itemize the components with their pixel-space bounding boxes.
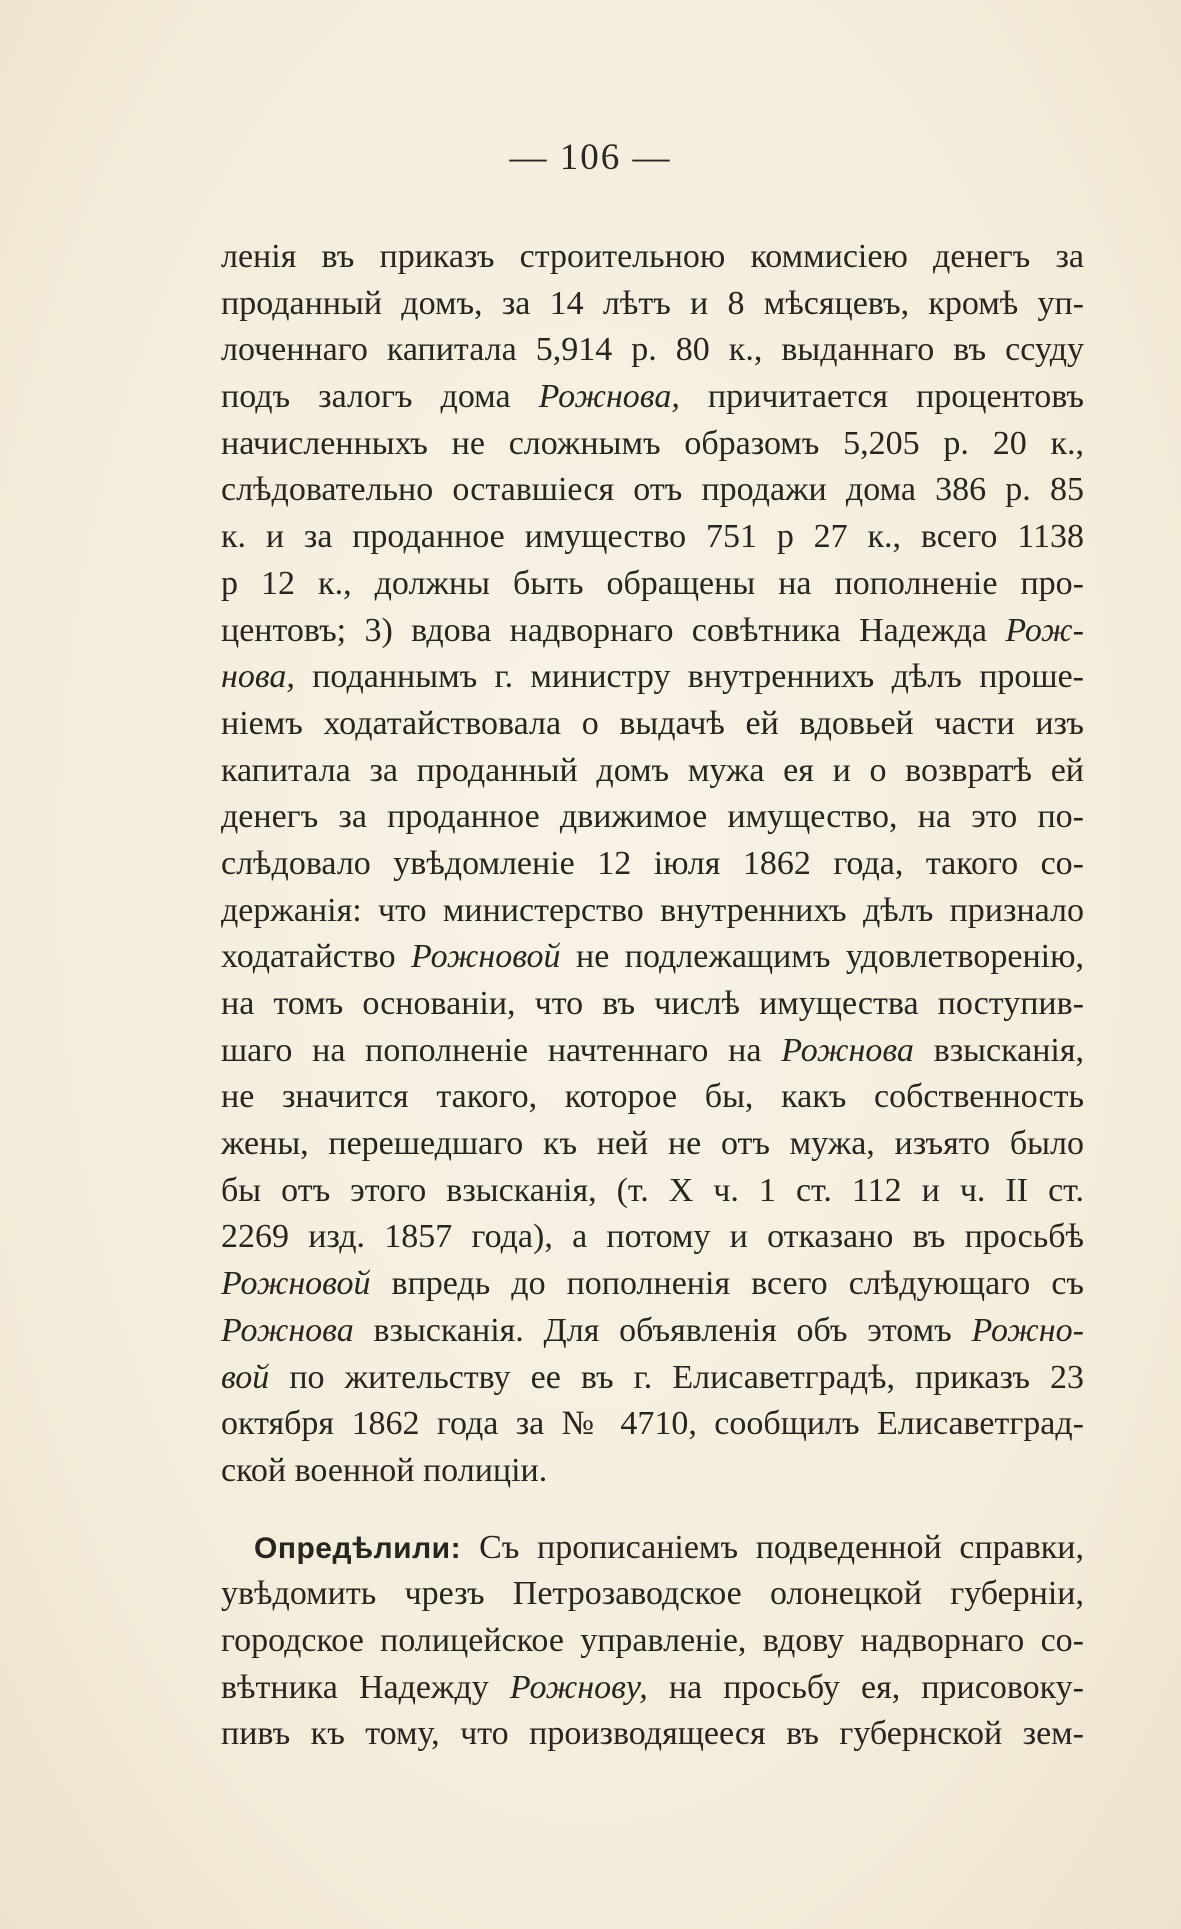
text-segment: начисленныхъ не сложнымъ образомъ 5,205 р. 20 к., (221, 424, 1084, 462)
text-line (221, 1308, 1084, 1355)
text-segment: подъ залогъ дома (221, 378, 539, 416)
text-segment: взысканія, (913, 1031, 1084, 1069)
text-segment: на томъ основаніи, что въ числѣ имущества поступив- (221, 985, 1084, 1022)
italic-name: Рожновой (221, 1265, 371, 1303)
text-segment: к. и за проданное имущество 751 р 27 к., всего 1138 (221, 518, 1084, 556)
text-segment: Съ прописаніемъ подведенной справки, (479, 1528, 1084, 1566)
italic-name: Рожновой (411, 938, 561, 976)
text-segment: бы отъ этого взысканія, (т. X ч. 1 ст. 112 и ч. II ст. (221, 1171, 1084, 1209)
page-number: — 106 — (509, 137, 672, 178)
text-segment: денегъ за проданное движимое имущество, на это по- (221, 798, 1084, 836)
text-line (221, 1448, 1084, 1495)
text-line (221, 1525, 1084, 1572)
text-segment: поданнымъ г. министру внутреннихъ дѣлъ проше- (294, 658, 1084, 696)
text-segment: вѣтника Надежду (221, 1668, 510, 1706)
text-line (221, 374, 1084, 421)
text-segment: центовъ; 3) вдова надворнаго совѣтника Надежда (221, 611, 1006, 649)
text-segment: ніемъ ходатайствовала о выдачѣ ей вдовьей части изъ (221, 704, 1084, 742)
text-line (221, 1028, 1084, 1075)
italic-name: Рожнова (781, 1031, 914, 1069)
text-segment: слѣдовательно оставшіеся отъ продажи дома 386 р. 85 (221, 471, 1084, 509)
italic-name: Рожнова, (538, 378, 680, 416)
italic-name: вой (221, 1358, 270, 1396)
text-segment: ской военной полиціи. (221, 1451, 548, 1489)
italic-name: Рожнову, (509, 1668, 648, 1706)
text-segment: октября 1862 года за № 4710, сообщилъ Елисаветград- (221, 1405, 1084, 1443)
text-segment: не подлежащимъ удовлетворенію, (560, 938, 1084, 976)
text-segment: ходатайство (221, 938, 412, 976)
text-line (221, 1618, 1084, 1665)
paragraph-2 (221, 1525, 1084, 1758)
text-line (221, 467, 1084, 514)
text-line (221, 1074, 1084, 1121)
text-line (221, 841, 1084, 888)
paragraph-1 (221, 234, 1084, 1495)
italic-name: Рож- (1005, 611, 1084, 649)
text-segment: не значится такого, которое бы, какъ собственность (221, 1078, 1084, 1116)
text-line (221, 234, 1084, 281)
text-segment: взысканія. Для объявленія объ этомъ (353, 1311, 972, 1349)
body-text (221, 234, 1084, 1758)
text-line (221, 421, 1084, 468)
text-segment: ленія въ приказъ строительною коммисіею денегъ за (221, 238, 1084, 275)
italic-name: Рожно- (971, 1311, 1084, 1349)
text-line (221, 1355, 1084, 1402)
italic-name: Рожнова (221, 1311, 354, 1349)
text-line (221, 1121, 1084, 1168)
text-line (221, 981, 1084, 1028)
text-line (221, 1711, 1084, 1758)
text-segment: пивъ къ тому, что производящееся въ губернской зем- (221, 1715, 1084, 1753)
text-segment: р 12 к., должны быть обращены на пополненіе про- (221, 564, 1084, 602)
text-line (221, 561, 1084, 608)
paragraph-gap (221, 1495, 1084, 1525)
text-line (221, 888, 1084, 935)
text-line (221, 1665, 1084, 1712)
text-segment: по жительству ее въ г. Елисаветградѣ, приказъ 23 (269, 1358, 1084, 1396)
text-line (221, 1401, 1084, 1448)
text-line (221, 794, 1084, 841)
text-segment: держанія: что министерство внутреннихъ дѣлъ признало (221, 891, 1084, 929)
resolution-label: Опредѣлили: (254, 1531, 480, 1565)
italic-name: нова, (221, 658, 295, 696)
text-line (221, 608, 1084, 655)
text-segment: проданный домъ, за 14 лѣтъ и 8 мѣсяцевъ, кромѣ уп- (221, 284, 1084, 322)
text-segment: капитала за проданный домъ мужа ея и о возвратѣ ей (221, 751, 1084, 789)
text-segment: слѣдовало увѣдомленіе 12 іюля 1862 года, такого со- (221, 844, 1084, 882)
text-line (221, 281, 1084, 328)
text-segment: впредь до пополненія всего слѣдующаго съ (370, 1265, 1084, 1303)
text-segment: на просьбу ея, присовоку- (647, 1668, 1084, 1706)
text-segment: жены, перешедшаго къ ней не отъ мужа, изъято было (221, 1125, 1084, 1163)
text-line (221, 1571, 1084, 1618)
text-line (221, 748, 1084, 795)
text-segment: увѣдомить чрезъ Петрозаводское олонецкой губерніи, (221, 1575, 1084, 1613)
text-line (221, 701, 1084, 748)
text-segment: причитается процентовъ (679, 378, 1084, 416)
text-line (221, 327, 1084, 374)
text-segment: лоченнаго капитала 5,914 р. 80 к., выданнаго въ ссуду (221, 331, 1084, 369)
text-segment: шаго на пополненіе начтеннаго на (221, 1031, 782, 1069)
text-segment: городское полицейское управленіе, вдову надворнаго со- (221, 1621, 1084, 1659)
text-line (221, 654, 1084, 701)
text-line (221, 934, 1084, 981)
text-line (221, 1214, 1084, 1261)
text-line (221, 1168, 1084, 1215)
text-line (221, 1261, 1084, 1308)
text-line (221, 514, 1084, 561)
text-segment: 2269 изд. 1857 года), а потому и отказано въ просьбѣ (221, 1218, 1084, 1256)
